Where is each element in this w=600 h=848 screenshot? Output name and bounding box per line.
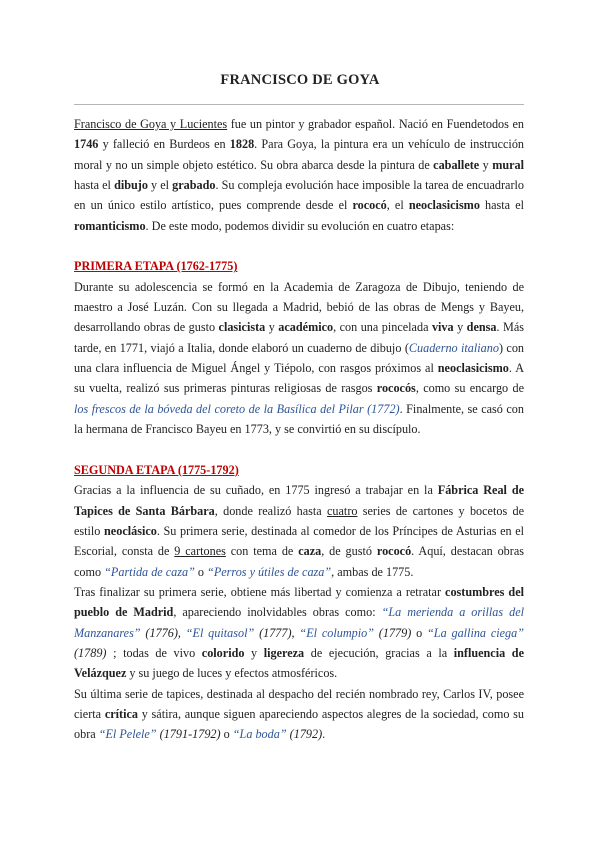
work-year: (1789): [74, 645, 107, 660]
body-text: Tras finalizar su primera serie, obtiene más libertad y comienza a retratar: [74, 584, 446, 599]
body-text: , como su encargo de: [415, 381, 525, 396]
keyword: mural: [492, 157, 525, 172]
intro-text: fue un pintor y grabador español. Nació en Fuendetodos en: [227, 117, 524, 131]
keyword: grabado: [172, 178, 216, 193]
body-text: Durante su adolescencia se formó en la Academia de Zaragoza de Dibujo, teniendo de maestro a José Luzán. Con su llegada a Madrid, bebió de las obras de Mengs y Bayeu, desarrollando obras de gusto: [74, 279, 524, 335]
body-text: y sátira, aunque siguen apareciendo aspectos alegres de la sociedad, como su obra: [74, 706, 525, 742]
work-reference-link[interactable]: “El columpio”: [299, 625, 374, 640]
title-divider: [74, 104, 524, 105]
body-text: y su juego de luces y efectos atmosféricos.: [126, 666, 338, 681]
body-text: , donde realizó hasta: [214, 503, 328, 518]
etapa2-paragraph-3: [74, 684, 524, 745]
work-reference-link[interactable]: “El quitasol”: [185, 625, 255, 640]
keyword: Fábrica Real de Tapices de Santa Bárbara: [74, 483, 525, 518]
intro-text: y: [479, 157, 493, 172]
keyword: dibujo: [114, 178, 148, 193]
work-reference-link[interactable]: “Perros y útiles de caza”: [207, 564, 332, 579]
etapa2-paragraph-2: [74, 582, 524, 684]
body-text: o: [220, 727, 233, 742]
intro-text: . Para Goya, la pintura era un vehículo de instrucción moral y no un simple objeto estético. Su obra abarca desde la pintura de: [74, 137, 525, 172]
goya-name-link[interactable]: Francisco de Goya y Lucientes: [74, 117, 228, 131]
body-text: Su última serie de tapices, destinada al despacho del recién nombrado rey, Carlos IV, posee cierta: [74, 686, 524, 721]
keyword: rococó: [352, 198, 387, 213]
intro-text: y el: [147, 178, 173, 193]
keyword: densa: [466, 320, 497, 335]
document-body: [74, 114, 524, 745]
body-text: y: [244, 645, 264, 660]
spacer: [74, 236, 524, 256]
section-heading-segunda-etapa: SEGUNDA ETAPA (1775-1792): [74, 462, 239, 477]
body-text: . Aquí, destacan obras como: [74, 544, 524, 579]
etapa1-paragraph: [74, 277, 524, 440]
keyword: clasicista: [218, 320, 266, 335]
keyword: rococós: [376, 381, 416, 396]
etapa2-paragraph-1: [74, 480, 524, 582]
body-text: Gracias a la influencia de su cuñado, en 1775 ingresó a trabajar en la: [74, 483, 438, 498]
underlined-term: cuatro: [327, 503, 358, 518]
work-year: (1776),: [140, 625, 186, 640]
spacer: [74, 440, 524, 460]
keyword: romanticismo: [74, 218, 146, 233]
keyword: costumbres del pueblo de Madrid: [74, 584, 524, 620]
body-text: , de gustó: [321, 544, 377, 559]
page-title: FRANCISCO DE GOYA: [220, 72, 380, 88]
work-reference-link[interactable]: “La boda”: [232, 727, 287, 742]
keyword: caza: [298, 544, 322, 559]
body-text: , ambas de 1775.: [331, 564, 414, 579]
intro-text: . De este modo, podemos dividir su evolución en cuatro etapas:: [145, 218, 455, 233]
keyword: rococó: [376, 544, 412, 559]
intro-paragraph: [74, 114, 524, 236]
work-reference-link[interactable]: “La gallina ciega”: [427, 625, 524, 640]
intro-text: , el: [386, 198, 409, 213]
keyword: neoclasicismo: [408, 198, 480, 213]
body-text: de ejecución, gracias a la: [304, 645, 454, 660]
work-year: (1791-1792): [156, 727, 221, 742]
work-year: (1777),: [254, 625, 300, 640]
work-reference-link[interactable]: “Partida de caza”: [104, 564, 195, 579]
work-reference-link[interactable]: “La merienda a orillas del Manzanares”: [74, 605, 524, 640]
body-text: , con una pincelada: [333, 320, 432, 335]
keyword: colorido: [201, 645, 245, 660]
intro-text: y falleció en Burdeos en: [98, 137, 230, 152]
keyword: viva: [431, 320, 454, 335]
work-year: (1792): [286, 727, 323, 742]
body-text: o: [194, 564, 208, 579]
keyword: neoclásico: [104, 523, 157, 538]
death-year: 1828: [229, 137, 255, 152]
keyword: neoclasicismo: [437, 361, 509, 376]
body-text: ; todas de vivo: [106, 645, 202, 660]
body-text: series de cartones y bocetos de estilo: [74, 503, 524, 538]
keyword: académico: [278, 320, 334, 335]
work-reference-link[interactable]: “El Pelele”: [98, 727, 157, 742]
body-text: y: [453, 320, 467, 335]
body-text: . Más tarde, en 1771, viajó a Italia, donde elaboró un cuaderno de dibujo (: [74, 320, 524, 355]
section-heading-primera-etapa: PRIMERA ETAPA (1762-1775): [74, 259, 238, 274]
keyword: caballete: [433, 157, 480, 172]
birth-year: 1746: [74, 137, 99, 152]
body-text: con tema de: [225, 544, 299, 559]
keyword: crítica: [104, 706, 138, 721]
body-text: y: [265, 320, 279, 335]
work-year: (1779): [373, 625, 412, 640]
intro-text: hasta el: [74, 178, 115, 193]
body-text: . A su vuelta, realizó sus primeras pinturas religiosas de rasgos: [74, 361, 524, 396]
keyword: ligereza: [263, 645, 305, 660]
keyword: influencia de Velázquez: [74, 645, 524, 681]
body-text: . Su primera serie, destinada al comedor de los Príncipes de Asturias en el Escorial, consta de: [74, 523, 524, 559]
work-reference-link[interactable]: Cuaderno italiano: [408, 340, 499, 355]
intro-text: hasta el: [479, 198, 524, 213]
work-reference-link[interactable]: los frescos de la bóveda del coreto de la Basílica del Pilar (1772): [74, 401, 400, 416]
body-text: . Finalmente, se casó con la hermana de Francisco Bayeu en 1773, y se convirtió en su discípulo.: [74, 401, 524, 437]
intro-text: . Su compleja evolución hace imposible la tarea de encuadrarlo en un único estilo artístico, pues comprende desde el: [74, 178, 525, 213]
underlined-term: 9 cartones: [174, 544, 226, 559]
body-text: .: [322, 727, 326, 742]
body-text: , apareciendo inolvidables obras como:: [173, 605, 382, 620]
body-text: ) con una clara influencia de Miguel Ángel y Tiépolo, con rasgos próximos al: [74, 340, 525, 376]
body-text: o: [411, 625, 428, 640]
